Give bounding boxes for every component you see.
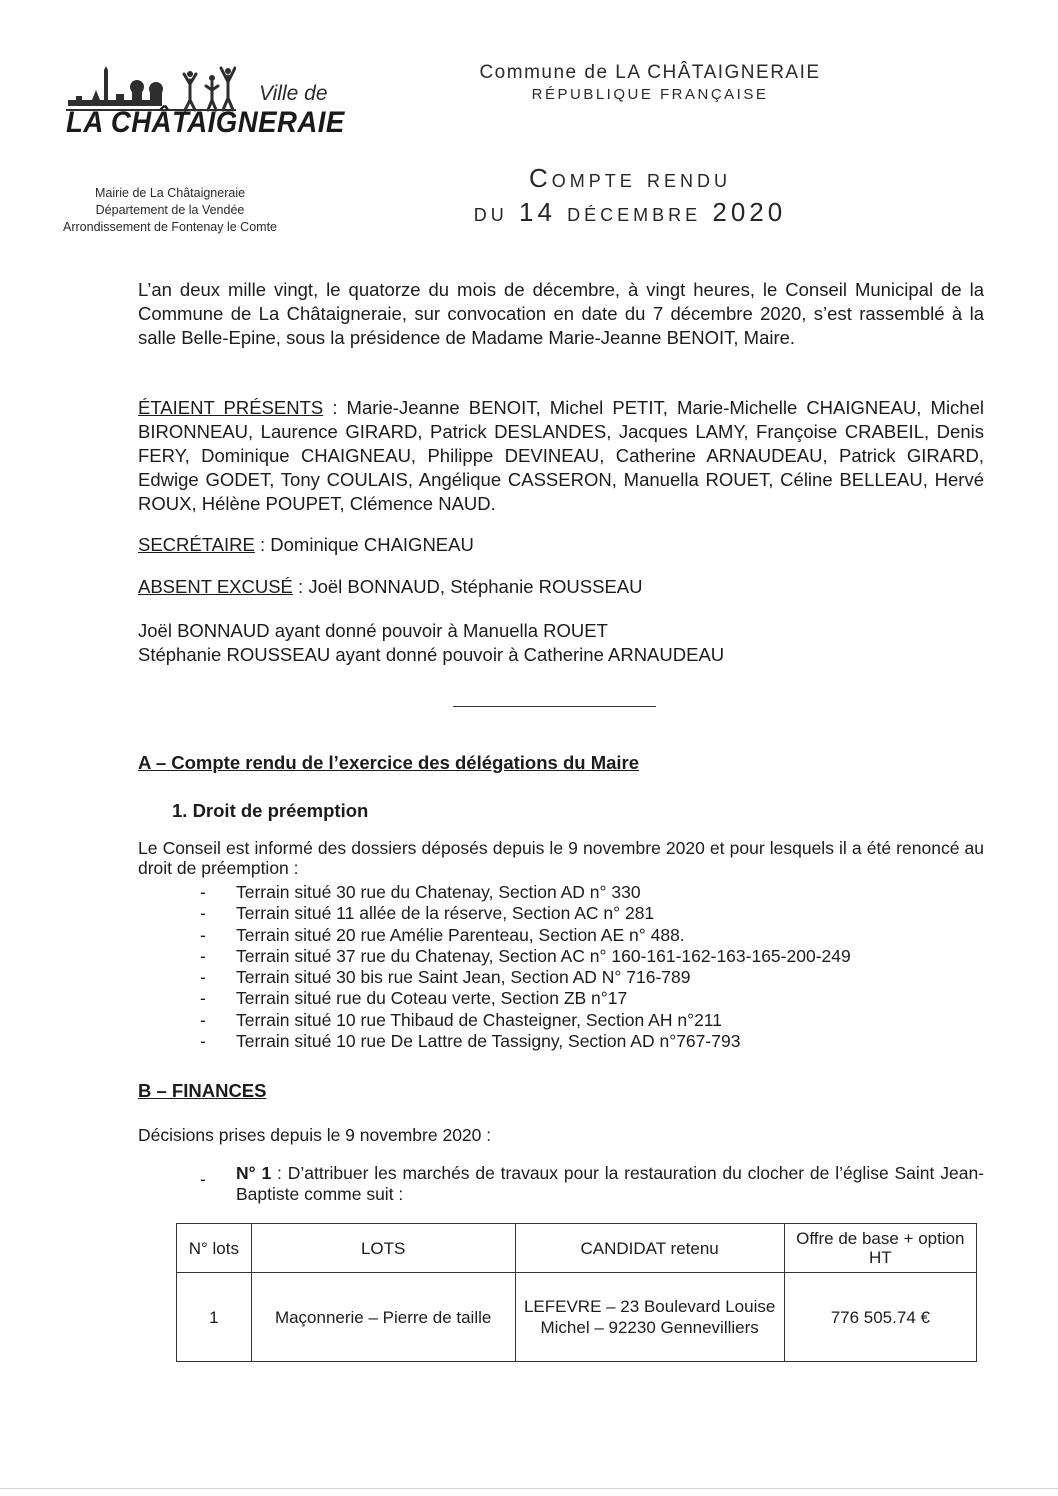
presents-label: ÉTAIENT PRÉSENTS xyxy=(138,397,324,418)
table-cell: 776 505.74 € xyxy=(784,1273,976,1362)
page-edge xyxy=(0,1488,1058,1489)
bullet-dash: - xyxy=(200,1009,206,1030)
list-item: - Terrain situé 30 rue du Chatenay, Section AD n° 330 xyxy=(200,882,641,902)
document-title: Compte rendu xyxy=(528,163,731,193)
mairie-line: Mairie de La Châtaigneraie xyxy=(94,186,246,200)
decision-n1-label: N° 1 xyxy=(236,1163,272,1183)
section-a-subtitle: 1. Droit de préemption xyxy=(172,800,369,821)
decision-n1-text: N° 1 : D’attribuer les marchés de travaux pour la restauration du clocher de l’église Saint Jean-Baptiste comme suit : xyxy=(236,1163,984,1204)
header-cell: Offre de base + option HT xyxy=(784,1224,976,1273)
presents-list: : Marie-Jeanne BENOIT, Michel PETIT, Marie-Michelle CHAIGNEAU, Michel BIRONNEAU, Laurence GIRARD, Patrick DESLANDES, Jacques LAMY, Françoise CRABEIL, Denis FERY, Dominique CHAIGNEAU, Philippe DEVINEAU, Catherine ARNAUDEAU, Patrick GIRARD, Edwige GODET, Tony COULAIS, Angélique CASSERON, Manuella ROUET, Céline BELLEAU, Hervé ROUX, Hélène POUPET, Clémence NAUD. xyxy=(138,397,984,514)
presents-paragraph xyxy=(138,396,984,516)
pouvoir-line: Stéphanie ROUSSEAU ayant donné pouvoir à Catherine ARNAUDEAU xyxy=(138,644,725,665)
pouvoir-line: Joël BONNAUD ayant donné pouvoir à Manuella ROUET xyxy=(138,620,608,641)
table-cell: LEFEVRE – 23 Boulevard Louise Michel – 92230 Gennevilliers xyxy=(515,1273,784,1362)
mairie-line: Arrondissement de Fontenay le Comte xyxy=(63,220,277,234)
list-item: - Terrain situé 10 rue Thibaud de Chasteigner, Section AH n°211 xyxy=(200,1009,722,1030)
absent-line xyxy=(138,575,984,599)
pouvoirs-block xyxy=(138,619,984,667)
preemption-list xyxy=(200,882,851,1052)
section-a-title: A – Compte rendu de l’exercice des délégations du Maire xyxy=(138,752,640,773)
mairie-line: Département de la Vendée xyxy=(95,203,245,217)
decisions-intro: Décisions prises depuis le 9 novembre 2020 : xyxy=(138,1125,492,1145)
logo-town-name: LA CHÂTAIGNERAIE xyxy=(66,106,345,139)
bullet-dash: - xyxy=(200,945,206,966)
mairie-address xyxy=(40,185,300,236)
table-cell: Maçonnerie – Pierre de taille xyxy=(251,1273,515,1362)
list-item: - Terrain situé 11 allée de la réserve, Section AC n° 281 xyxy=(200,903,655,924)
bullet-dash: - xyxy=(200,924,206,945)
document-date: du 14 décembre 2020 xyxy=(473,197,787,227)
header-cell: LOTS xyxy=(251,1224,515,1273)
table-header-row xyxy=(177,1224,977,1273)
list-item: - Terrain situé 20 rue Amélie Parenteau, Section AE n° 488. xyxy=(200,924,685,945)
intro-paragraph: L’an deux mille vingt, le quatorze du mois de décembre, à vingt heures, le Conseil Municipal de la Commune de La Châtaigneraie, sur convocation en date du 7 décembre 2020, s’est rassemblé à la salle Belle-Epine, sous la présidence de Madame Marie-Jeanne BENOIT, Maire. xyxy=(138,279,984,348)
list-item: - Terrain situé 30 bis rue Saint Jean, Section AD N° 716-789 xyxy=(200,967,691,988)
secretaire-line xyxy=(138,533,984,557)
absent-label: ABSENT EXCUSÉ xyxy=(138,576,293,597)
separator-line xyxy=(453,706,656,707)
bullet-dash: - xyxy=(200,1031,206,1052)
list-item: - Terrain situé 10 rue De Lattre de Tassigny, Section AD n°767-793 xyxy=(200,1031,741,1052)
list-item: - Terrain situé 37 rue du Chatenay, Section AC n° 160-161-162-163-165-200-249 xyxy=(200,945,851,966)
bullet-dash: - xyxy=(200,1169,206,1189)
logo-ville-text: Ville de xyxy=(259,82,328,105)
bullet-dash: - xyxy=(200,903,206,924)
table-cell: 1 xyxy=(177,1273,252,1362)
secretaire-label: SECRÉTAIRE xyxy=(138,534,255,555)
list-item: - Terrain situé rue du Coteau verte, Section ZB n°17 xyxy=(200,988,628,1009)
secretaire-name: : Dominique CHAIGNEAU xyxy=(254,534,474,555)
bullet-dash: - xyxy=(200,988,206,1009)
republique-header: RÉPUBLIQUE FRANÇAISE xyxy=(531,86,769,103)
bullet-dash: - xyxy=(200,882,206,902)
absent-names: : Joël BONNAUD, Stéphanie ROUSSEAU xyxy=(292,576,643,597)
town-logo xyxy=(66,60,346,160)
lots-table xyxy=(176,1223,977,1362)
preemption-intro: Le Conseil est informé des dossiers déposés depuis le 9 novembre 2020 et pour lesquels il a été renoncé au droit de préemption : xyxy=(138,838,984,878)
section-b-title: B – FINANCES xyxy=(138,1080,267,1101)
header-cell: CANDIDAT retenu xyxy=(515,1224,784,1273)
commune-header: Commune de LA CHÂTAIGNERAIE xyxy=(479,62,821,83)
header-cell: N° lots xyxy=(177,1224,252,1273)
town-silhouette-icon xyxy=(66,60,236,112)
table-row xyxy=(177,1273,977,1362)
bullet-dash: - xyxy=(200,967,206,988)
